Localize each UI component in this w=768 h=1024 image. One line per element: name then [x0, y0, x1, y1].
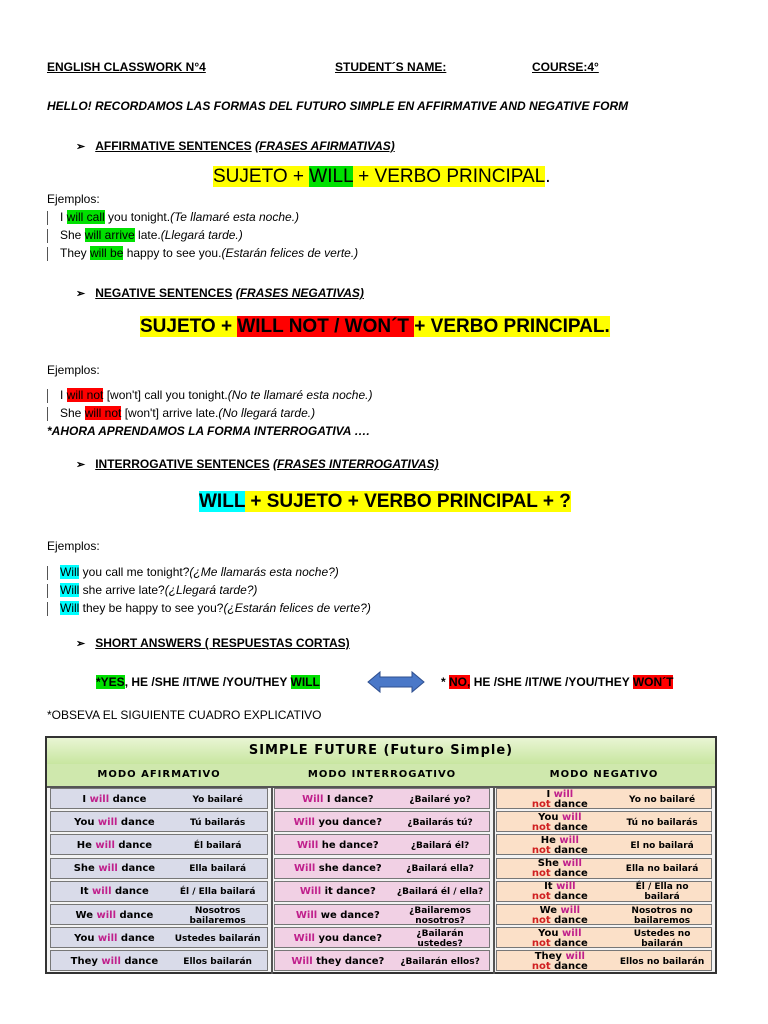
english-line: [279, 795, 397, 805]
formula-will: WILL: [199, 491, 246, 512]
will-word: will: [561, 927, 582, 939]
subject: She: [73, 863, 99, 875]
english-line: [55, 957, 174, 967]
short-answer-yes: *YES, HE /SHE /IT/WE /YOU/THEY WILL: [96, 675, 320, 689]
will-word: Will: [291, 955, 313, 967]
spanish-form: ¿Bailará él?: [410, 840, 470, 851]
short-answer-no: * NO, HE /SHE /IT/WE /YOU/THEY WON´T: [441, 675, 674, 689]
subject: You: [74, 932, 98, 944]
spanish-form: ¿Bailarán ellos?: [400, 956, 480, 967]
short-answers-heading-text: SHORT ANSWERS ( RESPUESTAS CORTAS): [95, 636, 350, 650]
english-line: [55, 841, 174, 851]
interrogative-example: Will she arrive late?(¿Llegará tarde?): [47, 583, 257, 598]
interrogative-cell: [274, 811, 490, 832]
verb: dance: [114, 839, 153, 851]
rest: they dance?: [312, 955, 385, 967]
spanish-form: Ustedes no bailarán: [633, 928, 691, 949]
rest: you dance?: [315, 816, 383, 828]
rest: we dance?: [317, 909, 380, 921]
english-line: [501, 939, 619, 949]
negative-column: [493, 786, 715, 974]
double-arrow-icon: [366, 670, 426, 694]
interrogative-cell: [274, 950, 490, 971]
will-word: will: [92, 886, 112, 898]
intro-text: HELLO! RECORDAMOS LAS FORMAS DEL FUTURO SIMPLE EN AFFIRMATIVE AND NEGATIVE FORM: [47, 99, 629, 113]
negative-cell: [496, 881, 712, 902]
english-form: [279, 812, 397, 833]
negative-cell: [496, 950, 712, 971]
will-word: will: [95, 839, 115, 851]
spanish-form: Ella no bailará: [625, 864, 699, 875]
subject: They: [534, 950, 566, 962]
table-title: SIMPLE FUTURE (Futuro Simple): [47, 738, 715, 766]
english-form: [501, 882, 619, 903]
will-word: Will: [299, 886, 322, 898]
interrogative-formula: [199, 491, 571, 513]
spanish-form: Ella bailará: [189, 864, 247, 875]
subject: He: [76, 839, 96, 851]
english-line: [279, 841, 397, 851]
english-line: [55, 934, 174, 944]
subject: We: [539, 904, 561, 916]
spanish-form: Nosotros no bailaremos: [631, 905, 693, 926]
subject: It: [80, 886, 93, 898]
english-form: [501, 905, 619, 926]
rest: he dance?: [318, 839, 379, 851]
english-line: [501, 916, 619, 926]
verb: dance: [550, 914, 588, 926]
arrow-bullet-icon: ➢: [76, 141, 86, 153]
interrogative-cell: [274, 927, 490, 948]
interrogative-cell: [274, 881, 490, 902]
bullet-bar: [47, 229, 48, 243]
student-name-label: STUDENT´S NAME:: [335, 60, 447, 74]
english-form: [279, 951, 397, 972]
not-word: not: [531, 891, 551, 903]
interrogative-example: Will they be happy to see you?(¿Estarán felices de verte?): [47, 601, 371, 616]
bullet-bar: [47, 407, 48, 421]
will-word: Will: [295, 909, 318, 921]
interrogative-heading-text: INTERROGATIVE SENTENCES: [95, 457, 270, 471]
english-form: [501, 812, 619, 833]
spanish-form: ¿Bailaré yo?: [409, 794, 471, 805]
negative-cell: [496, 904, 712, 925]
affirmative-cell: [50, 788, 268, 809]
english-form: [55, 882, 174, 903]
verb: dance: [550, 844, 588, 856]
english-line: [279, 911, 397, 921]
formula-will-not: WILL NOT / WON´T: [237, 316, 415, 337]
english-line: [279, 957, 397, 967]
not-word: not: [531, 798, 551, 810]
affirmative-example: I will call you tonight.(Te llamaré esta noche.): [47, 210, 299, 225]
english-line: [55, 818, 174, 828]
english-form: [55, 859, 174, 880]
interrogative-cell: [274, 788, 490, 809]
affirmative-column: [47, 786, 273, 974]
rest: she dance?: [315, 863, 382, 875]
english-line: [55, 911, 174, 921]
verb: dance: [117, 932, 155, 944]
interrogative-heading: [76, 457, 439, 471]
rest: I dance?: [323, 793, 374, 805]
rest: it dance?: [321, 886, 376, 898]
negative-heading-es: (FRASES NEGATIVAS): [235, 286, 364, 300]
bullet-bar: [47, 602, 48, 616]
affirmative-cell: [50, 927, 268, 948]
arrow-bullet-icon: ➢: [76, 459, 86, 471]
verb: dance: [117, 863, 156, 875]
spanish-form: Él bailará: [193, 840, 242, 851]
english-line: [501, 823, 619, 833]
english-form: [501, 928, 619, 949]
will-word: will: [561, 811, 582, 823]
verb: dance: [116, 909, 154, 921]
formula-part: + SUJETO + VERBO PRINCIPAL + ?: [245, 491, 571, 512]
negative-heading-text: NEGATIVE SENTENCES: [95, 286, 233, 300]
negative-heading: [76, 286, 364, 300]
will-word: will: [559, 834, 579, 846]
negative-formula: [140, 316, 610, 338]
spanish-form: ¿Bailarán ustedes?: [416, 928, 464, 949]
will-word: will: [98, 863, 118, 875]
negative-examples-label: Ejemplos:: [47, 363, 100, 377]
negative-example: She will not [won't] arrive late.(No llegará tarde.): [47, 406, 315, 421]
english-form: [55, 812, 174, 833]
verb: dance: [117, 816, 155, 828]
english-form: [55, 928, 174, 949]
subject: We: [75, 909, 97, 921]
english-line: [55, 795, 174, 805]
will-word: will: [553, 788, 574, 800]
subject: She: [537, 858, 563, 870]
verb: dance: [550, 868, 588, 880]
spanish-form: Ellos no bailarán: [619, 956, 705, 967]
formula-part: SUJETO +: [140, 316, 238, 337]
interrogative-cell: [274, 834, 490, 855]
affirmative-cell: [50, 904, 268, 925]
interrogative-cell: [274, 904, 490, 925]
negative-cell: [496, 927, 712, 948]
english-line: [55, 887, 174, 897]
bullet-bar: [47, 247, 48, 261]
affirmative-cell: [50, 858, 268, 879]
spanish-form: Tú bailarás: [189, 817, 246, 828]
affirmative-formula: [213, 166, 551, 188]
will-word: Will: [293, 816, 315, 828]
english-form: [279, 859, 397, 880]
english-line: [279, 864, 397, 874]
arrow-bullet-icon: ➢: [76, 288, 86, 300]
english-line: [501, 846, 619, 856]
spanish-form: ¿Bailaremos nosotros?: [409, 905, 471, 926]
verb: dance: [550, 937, 588, 949]
english-form: [501, 835, 619, 856]
spanish-form: Nosotros bailaremos: [189, 905, 246, 926]
simple-future-table: [45, 736, 717, 974]
affirmative-cell: [50, 950, 268, 971]
affirmative-cell: [50, 811, 268, 832]
formula-period: .: [545, 166, 551, 187]
bullet-bar: [47, 566, 48, 580]
verb: dance: [550, 821, 588, 833]
english-line: [501, 800, 619, 810]
spanish-form: El no bailará: [630, 840, 694, 851]
spanish-form: Él / Ella bailará: [179, 887, 256, 898]
will-word: will: [562, 858, 582, 870]
affirmative-cell: [50, 881, 268, 902]
english-line: [55, 864, 174, 874]
not-word: not: [531, 868, 551, 880]
col-header-interrogative: MODO INTERROGATIVO: [271, 764, 495, 788]
bullet-bar: [47, 211, 48, 225]
subject: You: [538, 927, 562, 939]
english-line: [501, 892, 619, 902]
col-header-negative: MODO NEGATIVO: [493, 764, 715, 788]
subject: You: [74, 816, 98, 828]
verb: dance: [111, 886, 149, 898]
english-form: [55, 789, 174, 810]
english-line: [501, 962, 619, 972]
formula-will: WILL: [309, 166, 353, 187]
subject: He: [540, 834, 560, 846]
affirmative-heading-text: AFFIRMATIVE SENTENCES: [95, 139, 252, 153]
affirmative-heading-es: (FRASES AFIRMATIVAS): [255, 139, 395, 153]
subject: They: [70, 955, 102, 967]
spanish-form: Tú no bailarás: [626, 817, 698, 828]
not-word: not: [531, 937, 551, 949]
rest: you dance?: [315, 932, 383, 944]
will-word: will: [560, 904, 581, 916]
will-word: Will: [296, 839, 319, 851]
bullet-bar: [47, 389, 48, 403]
will-word: Will: [302, 793, 324, 805]
affirmative-heading: [76, 139, 395, 153]
english-line: [279, 818, 397, 828]
spanish-form: Yo bailaré: [192, 794, 243, 805]
verb: dance: [120, 955, 159, 967]
subject: You: [538, 811, 562, 823]
affirmative-example: They will be happy to see you.(Estarán felices de verte.): [47, 246, 358, 261]
affirmative-examples-label: Ejemplos:: [47, 192, 100, 206]
interrogative-heading-es: (FRASES INTERROGATIVAS): [273, 457, 439, 471]
subject: I: [82, 793, 90, 805]
not-word: not: [531, 821, 551, 833]
will-word: will: [89, 793, 110, 805]
negative-cell: [496, 788, 712, 809]
english-form: [55, 835, 174, 856]
english-form: [279, 905, 397, 926]
spanish-form: ¿Bailará ella?: [406, 864, 474, 875]
negative-example: I will not [won't] call you tonight.(No te llamaré esta noche.): [47, 388, 372, 403]
not-word: not: [531, 844, 551, 856]
spanish-form: ¿Bailarás tú?: [407, 817, 473, 828]
course-label: COURSE:4°: [532, 60, 599, 74]
affirmative-cell: [50, 834, 268, 855]
spanish-form: Ellos bailarán: [183, 956, 252, 967]
arrow-bullet-icon: ➢: [76, 638, 86, 650]
english-form: [501, 951, 619, 972]
english-form: [501, 789, 619, 810]
will-word: will: [97, 816, 118, 828]
will-word: will: [565, 950, 585, 962]
interrogative-examples-label: Ejemplos:: [47, 539, 100, 553]
verb: dance: [550, 960, 588, 972]
english-form: [55, 905, 174, 926]
not-word: not: [531, 914, 551, 926]
short-answers-heading: [76, 636, 350, 650]
spanish-form: Yo no bailaré: [629, 794, 696, 805]
interrogative-intro-note: *AHORA APRENDAMOS LA FORMA INTERROGATIVA ….: [47, 424, 370, 438]
will-word: will: [101, 955, 121, 967]
will-word: Will: [293, 932, 315, 944]
spanish-form: Él / Ella no bailará: [635, 882, 689, 903]
will-word: will: [97, 932, 118, 944]
verb: dance: [550, 798, 588, 810]
english-form: [55, 951, 174, 972]
not-word: not: [531, 960, 551, 972]
formula-part: + VERBO PRINCIPAL: [352, 166, 546, 187]
english-line: [501, 869, 619, 879]
negative-cell: [496, 834, 712, 855]
english-form: [279, 835, 397, 856]
interrogative-cell: [274, 858, 490, 879]
will-word: will: [96, 909, 117, 921]
interrogative-column: [271, 786, 495, 974]
english-form: [501, 859, 619, 880]
col-header-affirmative: MODO AFIRMATIVO: [47, 764, 273, 788]
spanish-form: Ustedes bailarán: [174, 933, 261, 944]
verb: dance: [109, 793, 147, 805]
english-form: [279, 882, 397, 903]
verb: dance: [550, 891, 588, 903]
will-word: will: [556, 881, 576, 893]
interrogative-example: Will you call me tonight?(¿Me llamarás esta noche?): [47, 565, 339, 580]
worksheet-title: ENGLISH CLASSWORK N°4: [47, 60, 206, 74]
negative-cell: [496, 811, 712, 832]
formula-part: + VERBO PRINCIPAL.: [414, 316, 610, 337]
formula-part: SUJETO +: [213, 166, 310, 187]
spanish-form: ¿Bailará él / ella?: [396, 887, 484, 898]
will-word: Will: [294, 863, 316, 875]
english-form: [279, 789, 397, 810]
negative-cell: [496, 858, 712, 879]
affirmative-example: She will arrive late.(Llegará tarde.): [47, 228, 243, 243]
subject: It: [544, 881, 557, 893]
english-line: [279, 887, 397, 897]
english-line: [279, 934, 397, 944]
english-form: [279, 928, 397, 949]
observa-note: *OBSEVA EL SIGUIENTE CUADRO EXPLICATIVO: [47, 708, 322, 722]
bullet-bar: [47, 584, 48, 598]
subject: I: [546, 788, 554, 800]
